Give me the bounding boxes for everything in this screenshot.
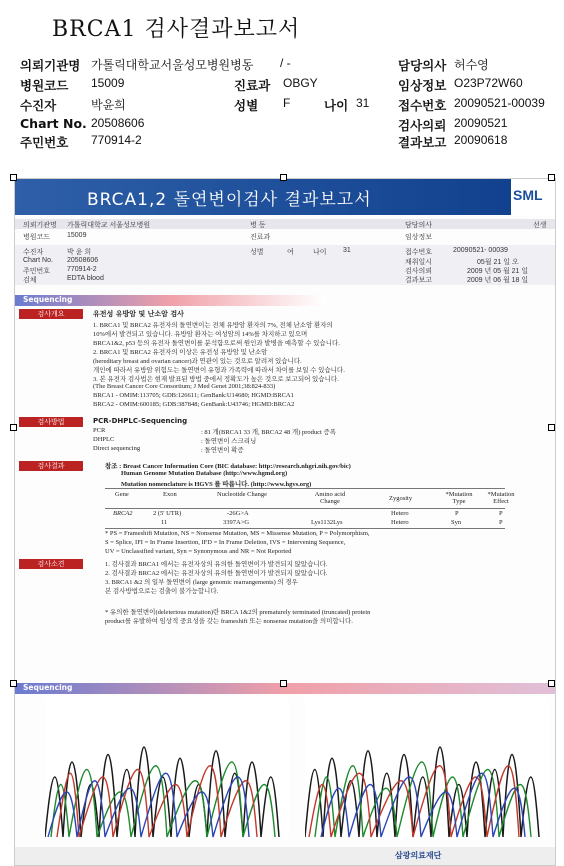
table-bottom-rule — [105, 528, 505, 529]
th-gene: Gene — [115, 491, 129, 498]
inst-label: 의뢰기관명 — [23, 222, 57, 229]
collect-value-r: 05월 21 일 오 — [477, 259, 519, 266]
opinion-line: 3. BRCA1 &2 의 일부 돌연변이 (large genomic rearrangements) 의 경우 — [105, 579, 298, 586]
cell-nucleotide: -26G>A — [227, 510, 249, 517]
overview-line: (hereditary breast and ovarian cancer)과 연관이 있는 것으로 알려져 있습니다. — [93, 358, 302, 365]
req-value-r: 2009 년 05 월 21 일 — [467, 268, 529, 275]
opinion-line: 본 검사방법으로는 검출이 불가능합니다. — [105, 588, 219, 595]
method-tag: 검사방법 — [19, 417, 83, 427]
overview-line: 개인에 따라서 유방암 위험도는 돌연변이 유형과 가족력에 따라서 차이를 보일 수 있습니다. — [93, 367, 345, 374]
resize-handle-middle-2[interactable] — [280, 680, 287, 687]
resize-handle-top-left[interactable] — [10, 174, 17, 181]
department-label: 진료과 — [234, 78, 271, 93]
ref-line: Mutation nomenclature is HGVS 를 따릅니다. (http://www.hgvs.org) — [121, 481, 312, 488]
sex-value: F — [283, 96, 291, 110]
resident-number-value: 770914-2 — [91, 133, 142, 147]
cell-type: Syn — [451, 519, 462, 526]
overview-line: 1. BRCA1 및 BRCA2 유전자의 돌연변이는 전체 유방암 환자의 7%, 전체 난소암 환자의 — [93, 322, 333, 329]
overview-line: BRCA2 - OMIM:600185; GDB:387848; GenBank:U43746; HGMD:BRCA2 — [93, 401, 295, 408]
table-top-rule — [105, 488, 505, 489]
dept-label: 진료과 — [250, 234, 271, 241]
report-footer — [15, 847, 555, 865]
th-nucleotide: Nucleotide Change — [217, 491, 267, 498]
patient-value-r: 박 윤 희 — [67, 249, 92, 256]
page-title: BRCA1 검사결과보고서 — [52, 17, 301, 42]
overview-line: BRCA1&2, p53 등의 유전자 돌연변이를 분석함으로써 원인과 발병을 예측할 수 있습니다. — [93, 340, 340, 347]
note-line: product를 유발하여 임상적 중요성을 갖는 frameshift 또는 nonsense mutation을 의미합니다. — [105, 618, 353, 625]
rep-value-r: 2009 년 06 월 18 일 — [467, 277, 529, 284]
doc-label: 담당의사 — [405, 222, 433, 229]
hospital-code-label: 병원코드 — [20, 78, 69, 93]
department-value: OBGY — [283, 76, 318, 90]
chart-number-label: Chart No. — [20, 116, 87, 131]
ssn-label-r: 주민번호 — [23, 268, 51, 275]
overview-line: 2. BRCA1 및 BRCA2 유전자의 이상은 유전성 유방암 및 난소암 — [93, 349, 268, 356]
chromatogram-right — [305, 697, 549, 839]
age-value: 31 — [356, 96, 370, 110]
resize-handle-top-right[interactable] — [548, 174, 555, 181]
request-date-label: 검사의뢰 — [398, 118, 447, 133]
method-key: PCR — [93, 427, 106, 434]
overview-line: 10%에서 발견되고 있습니다. 유방암 환자는 여성암의 14%를 차지하고 있으며 — [93, 331, 308, 338]
note-line: * 유의한 돌연변이(deleterious mutation)란 BRCA 1&2의 prematurely terminated (truncated) protein — [105, 609, 371, 616]
hospital-code-value: 15009 — [91, 76, 125, 90]
report-date-label: 결과보고 — [398, 135, 447, 150]
method-value: : 81 개(BRCA1 33 개, BRCA2 48 개) product 증폭 — [201, 429, 337, 436]
cell-exon: 11 — [161, 519, 168, 526]
cell-nucleotide: 3397A>G — [223, 519, 250, 526]
cell-zygosity: Hetero — [391, 519, 409, 526]
age-label-r: 나이 — [313, 249, 327, 256]
doc-value: 선생 — [533, 222, 547, 229]
overview-line: BRCA1 - OMIM:113705; GDB:126611; GenBank:U14680; HGMD:BRCA1 — [93, 392, 294, 399]
resize-handle-middle-left[interactable] — [10, 424, 17, 431]
sequencing-header: Sequencing — [15, 295, 325, 306]
cell-type: P — [455, 510, 459, 517]
method-value: : 돌연변이 스크리닝 — [201, 438, 257, 445]
cell-amino-acid: Lys1132Lys — [311, 519, 343, 526]
cell-gene: BRCA2 — [113, 510, 133, 517]
sex-label: 성별 — [234, 98, 259, 113]
receipt-number-value: 20090521-00039 — [454, 96, 545, 110]
clinical-info-label: 임상정보 — [398, 78, 447, 93]
inst-value: 가톨릭대학교 서울성모병원 — [67, 222, 151, 229]
resize-handle-top-middle[interactable] — [280, 174, 287, 181]
opinion-line: 2. 검사결과 BRCA2 에서는 유전자상의 유의한 돌연변이가 발견되지 않았습니다. — [105, 570, 328, 577]
resize-handle-right-2[interactable] — [548, 680, 555, 687]
receipt-number-label: 접수번호 — [398, 98, 447, 113]
patient-value: 박윤희 — [91, 98, 126, 112]
request-date-value: 20090521 — [454, 116, 508, 130]
ref-line: Human Genome Mutation Database (http://www.hgmd.org) — [121, 470, 288, 477]
patient-label: 수진자 — [20, 98, 57, 113]
resize-handle-middle-right[interactable] — [548, 424, 555, 431]
method-key: Direct sequencing — [93, 445, 141, 452]
sex-label-r: 성별 — [250, 249, 264, 256]
overview-tag: 검사개요 — [19, 309, 83, 319]
institution-label: 의뢰기관명 — [20, 58, 81, 73]
doctor-label: 담당의사 — [398, 58, 447, 73]
method-value: : 돌연변이 확증 — [201, 447, 244, 454]
resize-handle-left-2[interactable] — [10, 680, 17, 687]
overview-heading: 유전성 유방암 및 난소암 검사 — [93, 310, 184, 318]
report-banner — [15, 179, 555, 215]
th-exon: Exon — [163, 491, 177, 498]
chart-label-r: Chart No. — [23, 257, 53, 264]
cell-zygosity: Hetero — [391, 510, 409, 517]
clinic-label: 임상정보 — [405, 234, 433, 241]
method-heading: PCR-DHPLC-Sequencing — [93, 417, 188, 425]
cell-effect: P — [499, 510, 503, 517]
clinical-info-value: O23P72W60 — [454, 76, 523, 90]
code-value: 15009 — [67, 232, 87, 239]
ward-value: / - — [280, 56, 291, 70]
method-key: DHPLC — [93, 436, 115, 443]
th-amino-acid: Amino acid Change — [314, 491, 346, 505]
th-mutation-type: *Mutation Type — [445, 491, 473, 505]
overview-line: (The Breast Cancer Core Consortium; J Med Genet 2001;38:824-833) — [93, 383, 276, 390]
footnote-line: S = Splice, IFI = In Frame Insertion, IFD = In Frame Deletion, IVS = Intervening Sequence, — [105, 539, 346, 546]
footnote-line: UV = Unclassified variant, Syn = Synonymous and NR = Not Reported — [105, 548, 292, 555]
patient-label-r: 수진자 — [23, 249, 44, 256]
spec-value-r: EDTA blood — [67, 275, 104, 282]
req-label-r: 검사의뢰 — [405, 268, 433, 275]
report-date-value: 20090618 — [454, 133, 508, 147]
th-mutation-effect: *Mutation Effect — [487, 491, 515, 505]
spec-label-r: 검체 — [23, 277, 37, 284]
ward-label: 병 동 — [250, 222, 266, 229]
collect-label-r: 채취일시 — [405, 259, 433, 266]
chromatogram-left — [45, 697, 289, 839]
sex-value-r: 여 — [287, 249, 294, 256]
chart-value-r: 20508606 — [67, 257, 99, 264]
doctor-value: 허수영 — [454, 58, 489, 72]
cell-effect: P — [499, 519, 503, 526]
scanned-report — [14, 178, 556, 866]
bottom-sequencing-header: Sequencing — [15, 683, 555, 694]
chart-number-value: 20508606 — [91, 116, 145, 130]
age-value-r: 31 — [343, 247, 351, 254]
code-label: 병원코드 — [23, 234, 51, 241]
overview-line: 3. 본 유전자 검사법은 현재 발표된 방법 중에서 정확도가 높은 것으로 보고되어 있습니다. — [93, 376, 339, 383]
cell-exon: 2 (5' UTR) — [153, 510, 182, 517]
table-header-rule — [105, 508, 505, 509]
footnote-line: * PS = Frameshift Mutation, NS = Nonsense Mutation, MS = Missense Mutation, P = Polymorphism, — [105, 530, 370, 537]
institution-value: 가톨릭대학교서울성모병원병동 — [91, 58, 254, 72]
age-label: 나이 — [324, 98, 349, 113]
sml-logo: SML — [511, 179, 555, 215]
recv-value-r: 20090521- 00039 — [453, 247, 508, 254]
ssn-value-r: 770914-2 — [67, 266, 97, 273]
ref-line: 참조 : Breast Cancer Information Core (BIC database: http://research.nhgri.nih.gov/bic) — [105, 463, 351, 470]
th-zygosity: Zygosity — [389, 495, 413, 502]
footer-org: 삼광의료재단 — [395, 851, 442, 860]
opinion-tag: 검사소견 — [19, 559, 83, 569]
rep-label-r: 결과보고 — [405, 277, 433, 284]
opinion-line: 1. 검사결과 BRCA1 에서는 유전자상의 유의한 돌연변이가 발견되지 않았습니다. — [105, 561, 328, 568]
result-tag: 검사결과 — [19, 461, 83, 471]
resident-number-label: 주민번호 — [20, 135, 69, 150]
recv-label-r: 접수번호 — [405, 249, 433, 256]
report-banner-title: BRCA1,2 돌연변이검사 결과보고서 — [87, 190, 372, 210]
